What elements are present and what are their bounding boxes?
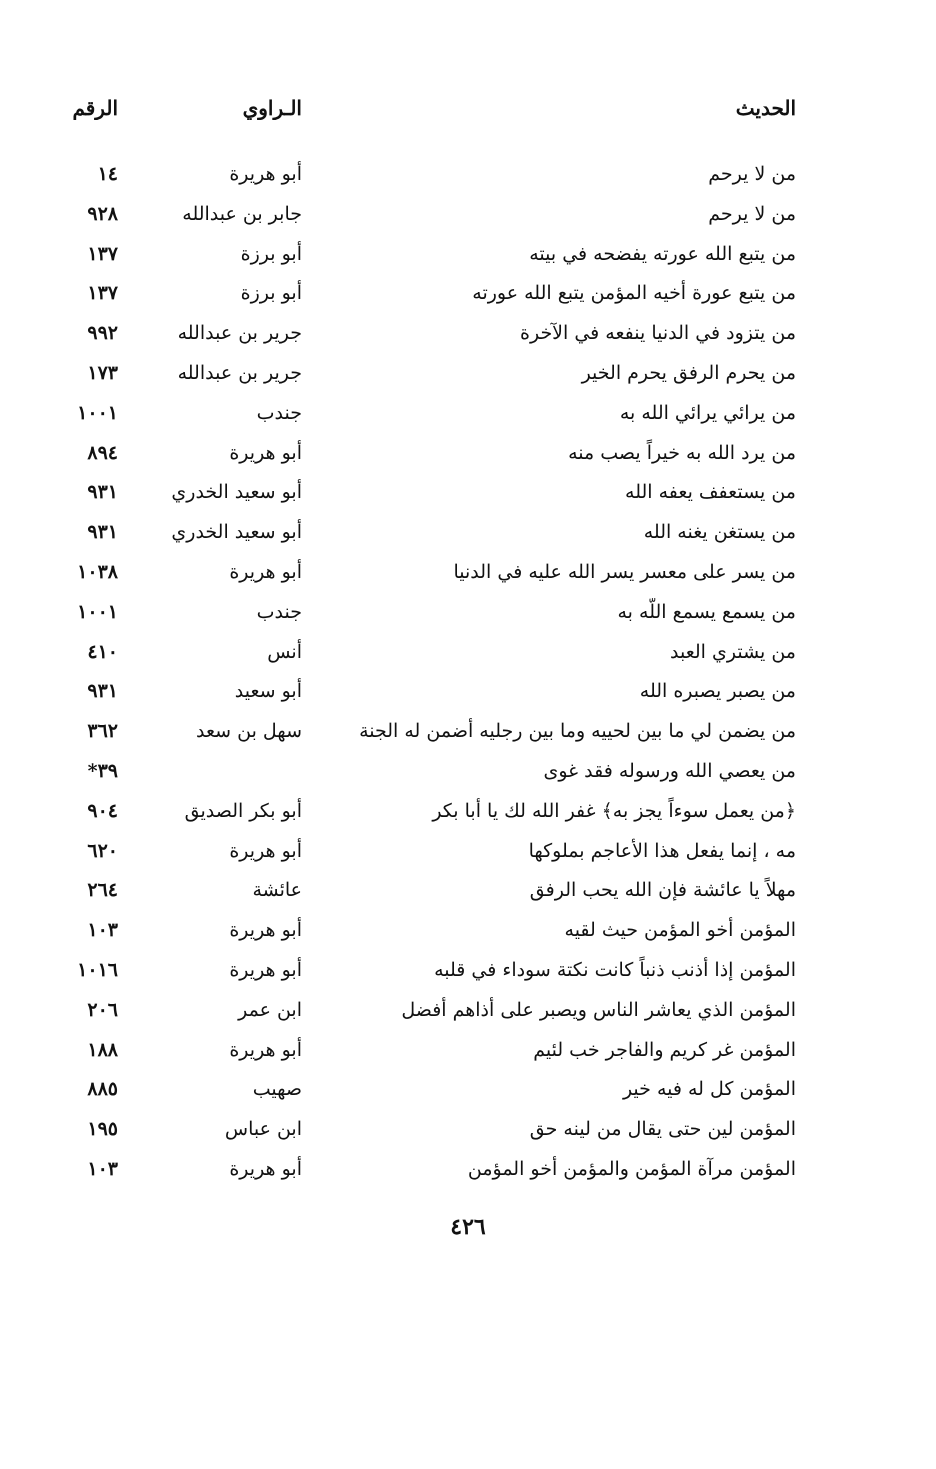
table-row bbox=[0, 872, 936, 912]
header-hadith: الحديث bbox=[735, 96, 796, 120]
narrator: أنس bbox=[267, 640, 302, 663]
hadith-text: من يعصي الله ورسوله فقد غوى bbox=[543, 759, 796, 782]
narrator: أبو هريرة bbox=[229, 958, 302, 981]
table-row bbox=[0, 912, 936, 952]
narrator: ابن عباس bbox=[224, 1118, 302, 1141]
hadith-text: من يستعفف يعفه الله bbox=[625, 481, 796, 504]
hadith-number: ١٠٣ bbox=[87, 1157, 118, 1180]
hadith-text: من يتزود في الدنيا ينفعه في الآخرة bbox=[520, 322, 796, 345]
narrator: أبو هريرة bbox=[229, 839, 302, 862]
page-number: ٤٢٦ bbox=[450, 1214, 486, 1240]
narrator: أبو سعيد الخدري bbox=[171, 521, 302, 544]
hadith-text: المؤمن الذي يعاشر الناس ويصبر على أذاهم أفضل bbox=[401, 998, 796, 1021]
header-number: الرقم bbox=[72, 96, 118, 120]
hadith-text: المؤمن إذا أذنب ذنباً كانت نكتة سوداء في قلبه bbox=[434, 958, 796, 981]
table-row bbox=[0, 634, 936, 674]
table-row bbox=[0, 833, 936, 873]
hadith-text: المؤمن لين حتى يقال من لينه حق bbox=[529, 1118, 796, 1141]
narrator: ابن عمر bbox=[238, 998, 302, 1021]
hadith-number: ١٧٣ bbox=[87, 361, 118, 384]
table-row bbox=[0, 992, 936, 1032]
narrator: أبو هريرة bbox=[229, 560, 302, 583]
hadith-number: ٢٦٤ bbox=[87, 879, 118, 902]
narrator: جندب bbox=[256, 600, 302, 623]
narrator: عائشة bbox=[252, 879, 302, 902]
table-row bbox=[0, 275, 936, 315]
hadith-number: ٨٩٤ bbox=[87, 441, 118, 464]
narrator: أبو هريرة bbox=[229, 1157, 302, 1180]
hadith-number: ٩٢٨ bbox=[87, 202, 118, 225]
hadith-number: ١٩٥ bbox=[87, 1118, 118, 1141]
hadith-number: ٨٨٥ bbox=[87, 1078, 118, 1101]
hadith-text: المؤمن أخو المؤمن حيث لقيه bbox=[564, 919, 796, 942]
hadith-number: ١٠٣ bbox=[87, 919, 118, 942]
table-header bbox=[0, 96, 936, 136]
hadith-number: ١٣٧ bbox=[87, 242, 118, 265]
narrator: أبو بكر الصديق bbox=[184, 799, 302, 822]
hadith-number: ٩٣١ bbox=[87, 521, 118, 544]
hadith-text: من لا يرحم bbox=[708, 202, 796, 225]
table-row bbox=[0, 236, 936, 276]
hadith-number: ١٣٧ bbox=[87, 282, 118, 305]
table-row bbox=[0, 713, 936, 753]
hadith-text: مهلاً يا عائشة فإن الله يحب الرفق bbox=[529, 879, 796, 902]
table-row bbox=[0, 673, 936, 713]
hadith-number: ٦٢٠ bbox=[87, 839, 118, 862]
hadith-number: ١٠٠١ bbox=[77, 600, 118, 623]
narrator: صهيب bbox=[252, 1078, 302, 1101]
hadith-number: ٢٠٦ bbox=[87, 998, 118, 1021]
hadith-number: ١٠٣٨ bbox=[77, 560, 118, 583]
table-row bbox=[0, 474, 936, 514]
hadith-text: من يتبع الله عورته يفضحه في بيته bbox=[529, 242, 796, 265]
hadith-number: ٩٣١ bbox=[87, 680, 118, 703]
table-row bbox=[0, 1071, 936, 1111]
hadith-text: المؤمن كل له فيه خير bbox=[622, 1078, 796, 1101]
narrator: جندب bbox=[256, 401, 302, 424]
narrator: جرير بن عبدالله bbox=[177, 322, 302, 345]
table-row bbox=[0, 156, 936, 196]
table-row bbox=[0, 594, 936, 634]
hadith-number: ١٠٠١ bbox=[77, 401, 118, 424]
table-row bbox=[0, 196, 936, 236]
narrator: جابر بن عبدالله bbox=[182, 202, 302, 225]
hadith-text: من يصبر يصبره الله bbox=[639, 680, 796, 703]
hadith-text: المؤمن غر كريم والفاجر خب لئيم bbox=[533, 1038, 796, 1061]
narrator: أبو سعيد الخدري bbox=[171, 481, 302, 504]
hadith-number: ٩٠٤ bbox=[87, 799, 118, 822]
narrator: أبو هريرة bbox=[229, 441, 302, 464]
hadith-number: ١٤ bbox=[97, 163, 118, 185]
table-row bbox=[0, 753, 936, 793]
hadith-text: من يسمع يسمع اللّه به bbox=[617, 600, 796, 623]
hadith-text: من لا يرحم bbox=[708, 163, 796, 185]
hadith-text: من يستغن يغنه الله bbox=[643, 521, 796, 544]
table-row bbox=[0, 1111, 936, 1151]
header-rawi: الـراوي bbox=[242, 96, 302, 120]
hadith-number: ٣٩* bbox=[87, 759, 118, 782]
narrator: أبو هريرة bbox=[229, 1038, 302, 1061]
hadith-number: ٤١٠ bbox=[87, 640, 118, 663]
narrator: سهل بن سعد bbox=[196, 720, 302, 743]
table-row bbox=[0, 793, 936, 833]
hadith-number: ٣٦٢ bbox=[87, 720, 118, 743]
narrator: أبو هريرة bbox=[229, 163, 302, 185]
table-row bbox=[0, 952, 936, 992]
hadith-text: من يحرم الرفق يحرم الخير bbox=[581, 361, 796, 384]
table-row bbox=[0, 315, 936, 355]
table-row bbox=[0, 1151, 936, 1191]
table-row bbox=[0, 395, 936, 435]
hadith-number: ١٨٨ bbox=[87, 1038, 118, 1061]
narrator: أبو سعيد bbox=[234, 680, 302, 703]
hadith-number: ٩٣١ bbox=[87, 481, 118, 504]
narrator: أبو برزة bbox=[240, 242, 302, 265]
narrator: جرير بن عبدالله bbox=[177, 361, 302, 384]
narrator: أبو برزة bbox=[240, 282, 302, 305]
hadith-text: مه ، إنما يفعل هذا الأعاجم بملوكها bbox=[528, 839, 796, 862]
hadith-text: المؤمن مرآة المؤمن والمؤمن أخو المؤمن bbox=[467, 1157, 796, 1180]
hadith-text: من يشتري العبد bbox=[670, 640, 796, 663]
hadith-text: من يتبع عورة أخيه المؤمن يتبع الله عورته bbox=[472, 282, 796, 305]
table-row bbox=[0, 554, 936, 594]
hadith-text: من يسر على معسر يسر الله عليه في الدنيا bbox=[453, 560, 796, 583]
hadith-text: من يضمن لي ما بين لحييه وما بين رجليه أضمن له الجنة bbox=[359, 720, 796, 743]
table-row bbox=[0, 355, 936, 395]
hadith-text: من يرد الله به خيراً يصب منه bbox=[568, 441, 796, 464]
hadith-number: ٩٩٢ bbox=[87, 322, 118, 345]
hadith-text: من يرائي يرائي الله به bbox=[619, 401, 796, 424]
hadith-text: ﴿من يعمل سوءاً يجز به﴾ غفر الله لك يا أبا بكر bbox=[432, 799, 796, 822]
table-row bbox=[0, 435, 936, 475]
hadith-index-table bbox=[0, 156, 936, 1191]
table-row bbox=[0, 514, 936, 554]
hadith-number: ١٠١٦ bbox=[77, 958, 118, 981]
narrator: أبو هريرة bbox=[229, 919, 302, 942]
table-row bbox=[0, 1032, 936, 1072]
